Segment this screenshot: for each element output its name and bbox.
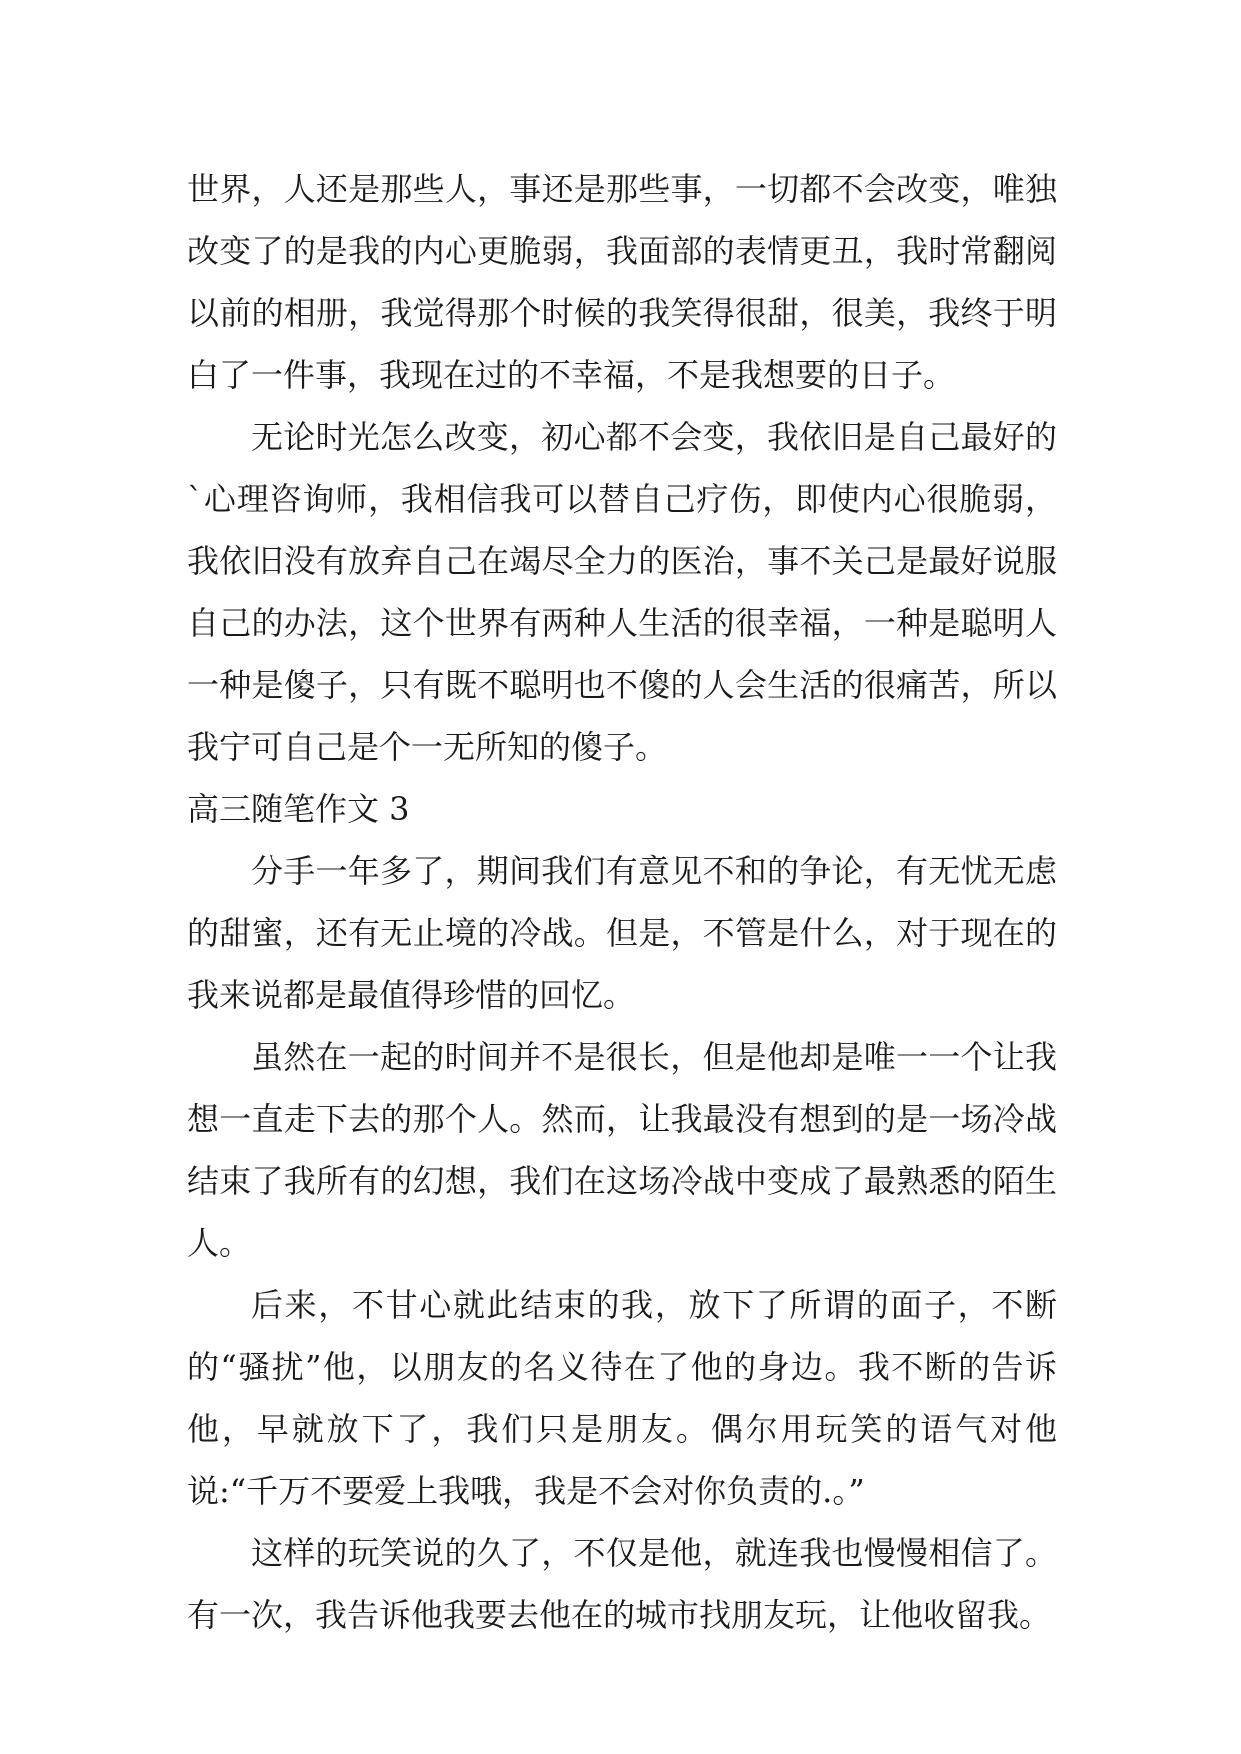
paragraph: 这样的玩笑说的久了，不仅是他，就连我也慢慢相信了。有一次，我告诉他我要去他在的城市找朋友玩，让他收留我。 [187, 1534, 1057, 1634]
section-heading: 高三随笔作文 3 [187, 790, 410, 828]
paragraph: 后来，不甘心就此结束的我，放下了所谓的面子，不断的“骚扰”他，以朋友的名义待在了他的身边。我不断的告诉他，早就放下了，我们只是朋友。偶尔用玩笑的语气对他说:“千万不要爱上我哦，我是不会对你负责的.。” [187, 1286, 1057, 1510]
paragraph: 虽然在一起的时间并不是很长，但是他却是唯一一个让我想一直走下去的那个人。然而，让我最没有想到的是一场冷战结束了我所有的幻想，我们在这场冷战中变成了最熟悉的陌生人。 [187, 1038, 1057, 1262]
paragraph: 无论时光怎么改变，初心都不会变，我依旧是自己最好的`心理咨询师，我相信我可以替自己疗伤，即使内心很脆弱，我依旧没有放弃自己在竭尽全力的医治，事不关己是最好说服自己的办法，这个世界有两种人生活的很幸福，一种是聪明人一种是傻子，只有既不聪明也不傻的人会生活的很痛苦，所以我宁可自己是个一无所知的傻子。 [187, 418, 1057, 766]
paragraph: 世界，人还是那些人，事还是那些事，一切都不会改变，唯独改变了的是我的内心更脆弱，我面部的表情更丑，我时常翻阅以前的相册，我觉得那个时候的我笑得很甜，很美，我终于明白了一件事，我现在过的不幸福，不是我想要的日子。 [187, 170, 1057, 394]
document-body [187, 158, 1057, 1646]
paragraph: 分手一年多了，期间我们有意见不和的争论，有无忧无虑的甜蜜，还有无止境的冷战。但是，不管是什么，对于现在的我来说都是最值得珍惜的回忆。 [187, 852, 1057, 1014]
